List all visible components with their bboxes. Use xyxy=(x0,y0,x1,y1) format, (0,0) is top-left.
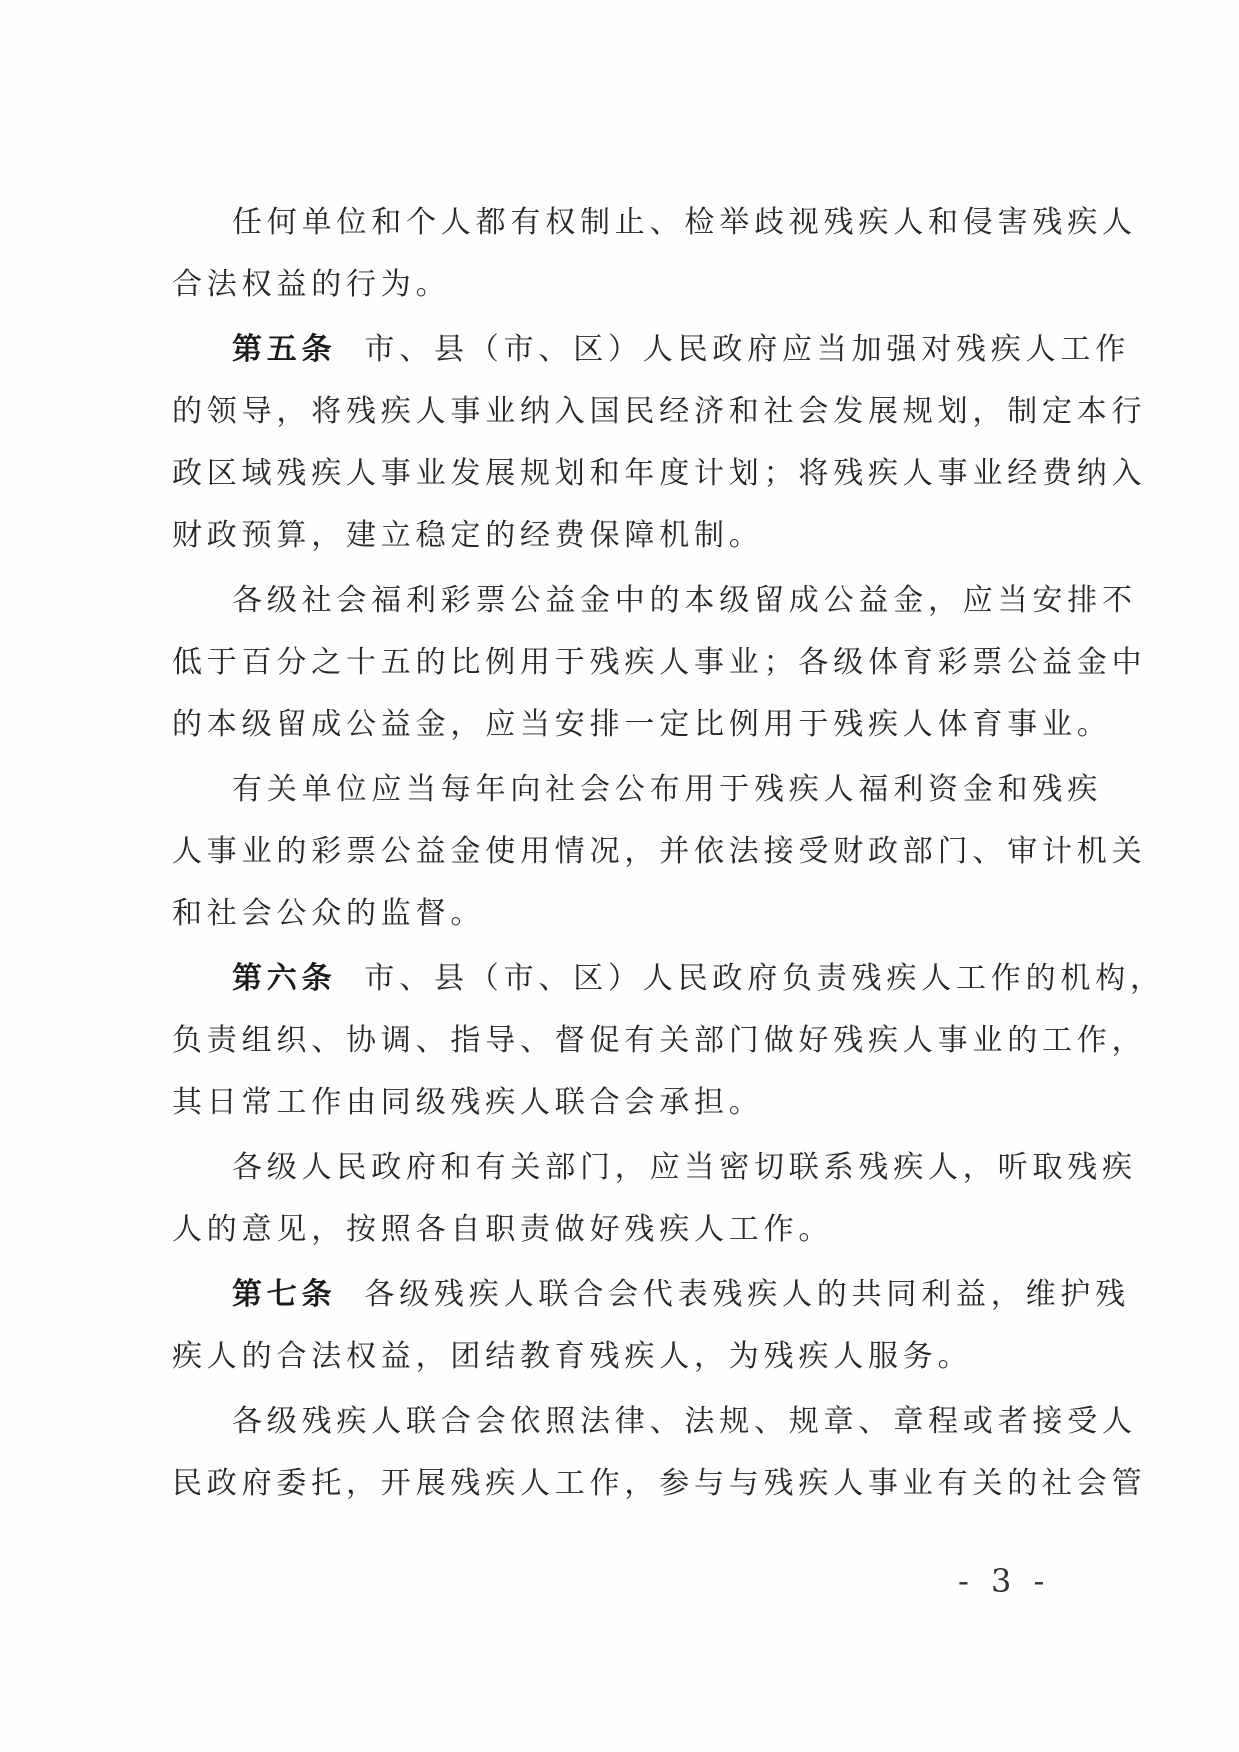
line-text: 各级人民政府和有关部门，应当密切联系残疾人，听取残疾 xyxy=(232,1150,1137,1185)
line-text: 任何单位和个人都有权制止、检举歧视残疾人和侵害残疾人 xyxy=(232,205,1137,240)
line-text: 负责组织、协调、指导、督促有关部门做好残疾人事业的工作， xyxy=(172,1023,1147,1058)
text-line xyxy=(172,759,1102,821)
paragraph xyxy=(172,1391,1147,1515)
text-line xyxy=(172,1010,1147,1072)
article-paragraph xyxy=(172,948,1165,1134)
document-body xyxy=(172,192,1165,1515)
article-paragraph xyxy=(172,1264,1131,1388)
text-line xyxy=(172,1072,1072,1134)
line-text: 有关单位应当每年向社会公布用于残疾人福利资金和残疾 xyxy=(232,772,1102,807)
line-text: 民政府委托，开展残疾人工作，参与与残疾人事业有关的社会管 xyxy=(172,1466,1147,1501)
article-label: 第七条 xyxy=(232,1277,337,1312)
text-line xyxy=(172,694,1112,756)
page-number: - 3 - xyxy=(958,1562,1051,1600)
text-line xyxy=(172,505,1072,567)
text-line xyxy=(172,570,1137,632)
line-text: 的领导，将残疾人事业纳入国民经济和社会发展规划，制定本行 xyxy=(172,394,1147,429)
text-line xyxy=(172,319,1131,381)
line-text: 和社会公众的监督。 xyxy=(172,896,486,931)
text-line xyxy=(172,443,1147,505)
line-text: 各级社会福利彩票公益金中的本级留成公益金，应当安排不 xyxy=(232,583,1137,618)
line-text: 人事业的彩票公益金使用情况，并依法接受财政部门、审计机关 xyxy=(172,834,1147,869)
text-line xyxy=(172,1199,1072,1261)
text-line xyxy=(172,1137,1137,1199)
line-text: 各级残疾人联合会依照法律、法规、规章、章程或者接受人 xyxy=(232,1404,1137,1439)
paragraph xyxy=(172,192,1137,316)
line-text: 财政预算，建立稳定的经费保障机制。 xyxy=(172,518,764,553)
text-line xyxy=(172,1453,1147,1515)
line-text: 政区域残疾人事业发展规划和年度计划；将残疾人事业经费纳入 xyxy=(172,456,1147,491)
text-line xyxy=(172,632,1147,694)
text-line xyxy=(172,883,1072,945)
text-line xyxy=(172,821,1147,883)
text-line xyxy=(172,1264,1131,1326)
article-paragraph xyxy=(172,319,1147,567)
text-line xyxy=(172,192,1137,254)
line-text: 合法权益的行为。 xyxy=(172,267,451,302)
text-line xyxy=(172,1326,1072,1388)
paragraph xyxy=(172,1137,1137,1261)
article-label: 第六条 xyxy=(232,961,337,996)
line-text: 疾人的合法权益，团结教育残疾人，为残疾人服务。 xyxy=(172,1339,973,1374)
paragraph xyxy=(172,570,1147,756)
line-text: 各级残疾人联合会代表残疾人的共同利益，维护残 xyxy=(364,1277,1131,1312)
line-text: 其日常工作由同级残疾人联合会承担。 xyxy=(172,1085,764,1120)
paragraph xyxy=(172,759,1147,945)
text-line xyxy=(172,948,1165,1010)
text-line xyxy=(172,381,1147,443)
line-text: 市、县（市、区）人民政府应当加强对残疾人工作 xyxy=(364,332,1131,367)
line-text: 市、县（市、区）人民政府负责残疾人工作的机构， xyxy=(364,961,1165,996)
line-text: 低于百分之十五的比例用于残疾人事业；各级体育彩票公益金中 xyxy=(172,645,1147,680)
text-line xyxy=(172,1391,1137,1453)
line-text: 的本级留成公益金，应当安排一定比例用于残疾人体育事业。 xyxy=(172,707,1112,742)
text-line xyxy=(172,254,1072,316)
article-label: 第五条 xyxy=(232,332,337,367)
line-text: 人的意见，按照各自职责做好残疾人工作。 xyxy=(172,1212,834,1247)
